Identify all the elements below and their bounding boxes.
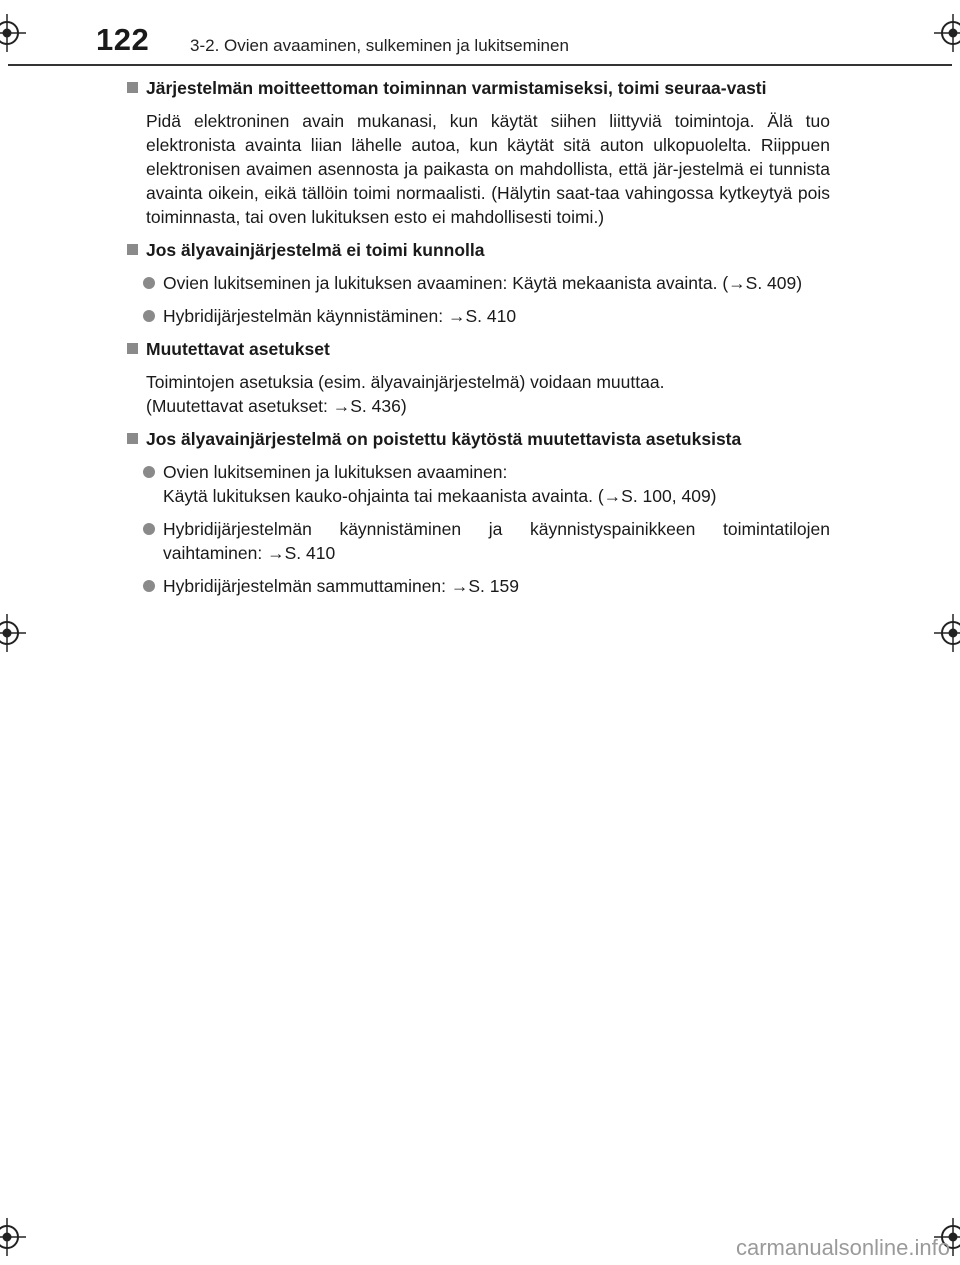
list-item: Hybridijärjestelmän käynnistäminen: →S. 410	[126, 304, 830, 328]
list-item: Hybridijärjestelmän käynnistäminen ja käynnistyspainikkeen toimintatilojen vaihtaminen: →S. 410	[126, 517, 830, 565]
circle-bullet-icon	[143, 310, 155, 322]
list-item: Hybridijärjestelmän sammuttaminen: →S. 159	[126, 574, 830, 598]
registration-mark-icon	[934, 14, 960, 52]
list-item: Ovien lukitseminen ja lukituksen avaaminen: Käytä mekaanista avainta. (→S. 409)	[126, 271, 830, 295]
registration-mark-icon	[934, 614, 960, 652]
registration-mark-icon	[0, 614, 26, 652]
circle-bullet-icon	[143, 277, 155, 289]
registration-mark-icon	[0, 1218, 26, 1256]
page-number: 122	[96, 22, 150, 57]
circle-bullet-icon	[143, 580, 155, 592]
running-header: 3-2. Ovien avaaminen, sulkeminen ja lukitseminen	[190, 36, 569, 55]
circle-bullet-icon	[143, 523, 155, 535]
square-bullet-icon	[127, 244, 138, 255]
paragraph: Pidä elektroninen avain mukanasi, kun käytät siihen liittyviä toimintoja. Älä tuo elektronista avainta liian lähelle autoa, kun käytät sitä auton ulkopuolelta. Riippuen elektronisen avaimen asennosta ja paikasta on mahdollista, että jär-jestelmä ei tunnista avainta oikein, eikä tällöin toimi normaalisti. (Hälytin saat-taa vahingossa kytkeytyä pois toiminnasta, tai oven lukituksen esto ei mahdollisesti toimi.)	[146, 111, 830, 227]
list-item: Ovien lukitseminen ja lukituksen avaaminen: Käytä lukituksen kauko-ohjainta tai mekaanista avainta. (→S. 100, 409)	[126, 460, 830, 508]
page-content	[126, 76, 830, 598]
square-bullet-icon	[127, 82, 138, 93]
section-heading: Jos älyavainjärjestelmä on poistettu käytöstä muutettavista asetuksista	[126, 427, 830, 451]
site-watermark: carmanualsonline.info	[735, 1235, 950, 1260]
square-bullet-icon	[127, 343, 138, 354]
registration-mark-icon	[0, 14, 26, 52]
header-rule	[8, 64, 952, 66]
section-heading: Jos älyavainjärjestelmä ei toimi kunnolla	[126, 238, 830, 262]
circle-bullet-icon	[143, 466, 155, 478]
section-heading: Järjestelmän moitteettoman toiminnan varmistamiseksi, toimi seuraa-vasti	[126, 76, 830, 100]
section-heading: Muutettavat asetukset	[126, 337, 830, 361]
paragraph: Toimintojen asetuksia (esim. älyavainjärjestelmä) voidaan muuttaa. (Muutettavat asetukset: →S. 436)	[146, 372, 665, 416]
square-bullet-icon	[127, 433, 138, 444]
